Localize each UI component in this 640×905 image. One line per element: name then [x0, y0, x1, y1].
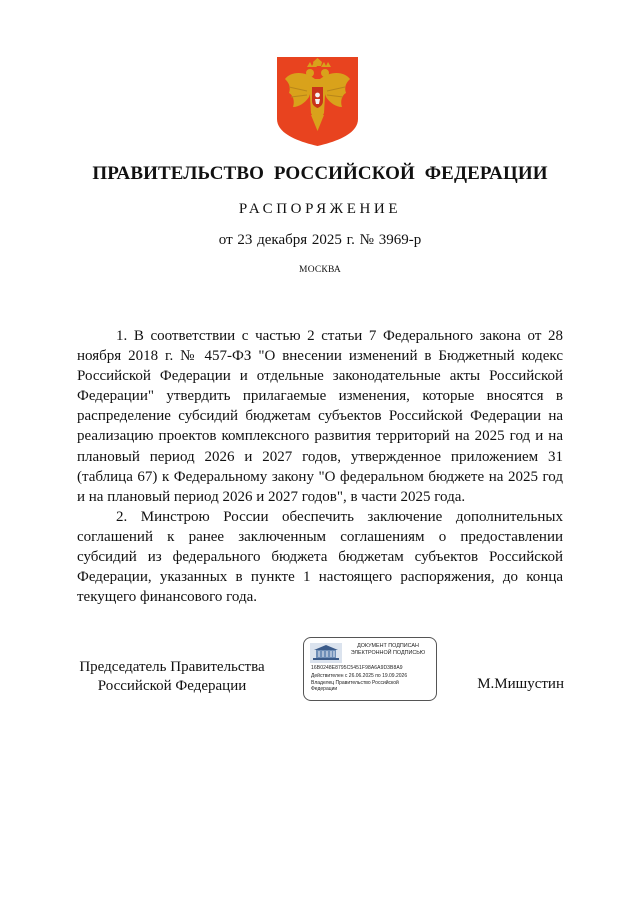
coat-of-arms-icon — [277, 57, 358, 146]
building-icon — [310, 643, 342, 663]
electronic-signature-stamp — [303, 637, 437, 701]
stamp-validity: Действителен с 26.06.2025 по 19.09.2026 — [311, 673, 408, 679]
paragraph-1: 1. В соответствии с частью 2 статьи 7 Федерального закона от 28 ноября 2018 г. № 457-ФЗ "О внесении изменений в Бюджетный кодекс Российской Федерации и отдельные законодательные акты Российской Федерации" утвердить прилагаемые изменения, которые вносятся в распределение субсидий бюджетам субъектов Российской Федерации на реализацию проектов комплексного развития территорий на 2025 год и на плановый период 2026 и 2027 годов, утвержденное приложением 31 (таблица 67) к Федеральному закону "О федеральном бюджете на 2025 год и на плановый период 2026 и 2027 годов", в части 2025 года. — [77, 328, 563, 505]
document-type: РАСПОРЯЖЕНИЕ — [238, 201, 402, 217]
stamp-serial: 16B0248E8795C5451F98A6A9D3B8A9 — [311, 665, 403, 671]
stamp-header-line2: ЭЛЕКТРОННОЙ ПОДПИСЬЮ — [350, 650, 426, 656]
signer-position — [77, 658, 267, 696]
document-city: МОСКВА — [299, 265, 341, 275]
signer-position-line1: Председатель Правительства — [79, 659, 265, 675]
document-body — [77, 326, 563, 607]
signer-position-line2: Российской Федерации — [97, 678, 247, 694]
government-title: ПРАВИТЕЛЬСТВО РОССИЙСКОЙ ФЕДЕРАЦИИ — [92, 163, 548, 184]
signer-name: М.Мишустин — [477, 676, 564, 692]
document-date-number: от 23 декабря 2025 г. № 3969-р — [218, 232, 422, 248]
stamp-header — [342, 643, 434, 657]
stamp-header-line1: ДОКУМЕНТ ПОДПИСАН — [357, 643, 419, 649]
stamp-owner-line2: Федерации — [311, 686, 338, 692]
stamp-owner-line1: Владелец Правительство Российской — [311, 680, 399, 686]
paragraph-2: 2. Минстрою России обеспечить заключение дополнительных соглашений к ранее заключенным соглашениям о предоставлении субсидий из федерального бюджета бюджетам субъектов Российской Федерации, указанных в пункте 1 настоящего распоряжения, до конца текущего финансового года. — [77, 508, 563, 606]
